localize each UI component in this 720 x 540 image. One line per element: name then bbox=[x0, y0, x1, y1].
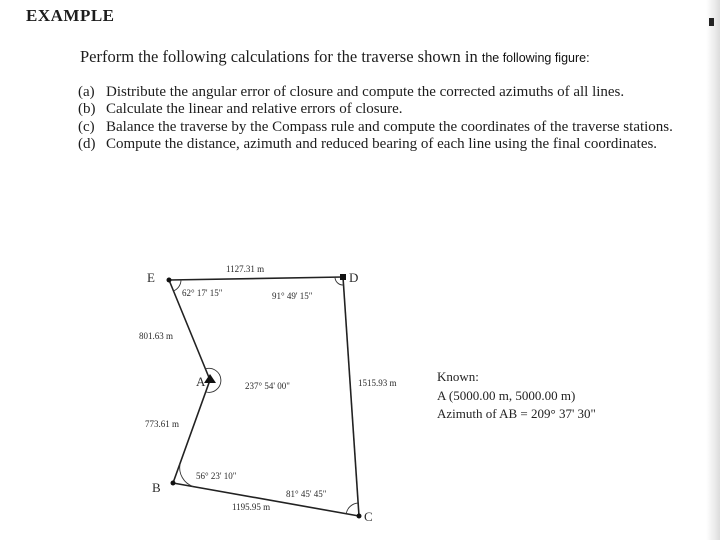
distance-label-AB: 773.61 m bbox=[145, 419, 180, 429]
station-point-B bbox=[171, 481, 176, 486]
station-label-D: D bbox=[349, 270, 359, 285]
station-label-C: C bbox=[364, 509, 373, 524]
task-text: Balance the traverse by the Compass rule and compute the coordinates of the traverse stations. bbox=[106, 118, 673, 135]
station-label-E: E bbox=[147, 270, 155, 285]
task-label: (a) bbox=[78, 84, 95, 100]
distance-label-ED: 1127.31 m bbox=[226, 264, 265, 274]
task-label: (d) bbox=[78, 135, 96, 152]
station-label-B: B bbox=[152, 480, 161, 495]
intro-figure-reference: the following figure: bbox=[481, 51, 590, 65]
task-label: (c) bbox=[78, 118, 95, 135]
angle-arc-B bbox=[180, 464, 193, 487]
angle-labels bbox=[182, 288, 327, 499]
angle-label-D: 91° 49' 15" bbox=[272, 291, 313, 301]
angle-label-B: 56° 23' 10" bbox=[196, 471, 237, 481]
angle-arc-C bbox=[346, 503, 358, 514]
page-heading: EXAMPLE bbox=[26, 6, 115, 25]
task-text: Compute the distance, azimuth and reduced bearing of each line using the final coordinates. bbox=[106, 135, 658, 152]
station-point-C bbox=[357, 514, 362, 519]
task-label: (b) bbox=[78, 101, 96, 118]
angle-arc-E bbox=[174, 280, 182, 291]
known-azimuth: Azimuth of AB = 209° 37' 30" bbox=[437, 406, 596, 421]
known-data-block bbox=[437, 368, 596, 424]
station-points bbox=[167, 274, 362, 519]
station-point-D bbox=[340, 274, 346, 280]
line-DC bbox=[343, 277, 359, 516]
station-point-A bbox=[204, 374, 216, 383]
known-coordinates: A (5000.00 m, 5000.00 m) bbox=[437, 387, 576, 403]
line-ED bbox=[169, 277, 343, 280]
task-text: Calculate the linear and relative errors of closure. bbox=[106, 101, 403, 118]
distance-label-BC: 1195.95 m bbox=[232, 502, 271, 512]
line-AB bbox=[173, 380, 210, 483]
known-title: Known: bbox=[437, 369, 479, 384]
angle-label-A: 237° 54' 00" bbox=[245, 381, 290, 391]
angle-label-E: 62° 17' 15" bbox=[182, 288, 223, 298]
station-point-E bbox=[167, 278, 172, 283]
intro-text: Perform the following calculations for the traverse shown in bbox=[80, 47, 478, 66]
distance-label-CD: 1515.93 m bbox=[358, 378, 397, 388]
angle-label-C: 81° 45' 45" bbox=[286, 489, 327, 499]
distance-label-EA: 801.63 m bbox=[139, 331, 174, 341]
station-label-A: A bbox=[196, 374, 206, 389]
task-text: Distribute the angular error of closure and compute the corrected azimuths of all lines. bbox=[106, 84, 625, 100]
